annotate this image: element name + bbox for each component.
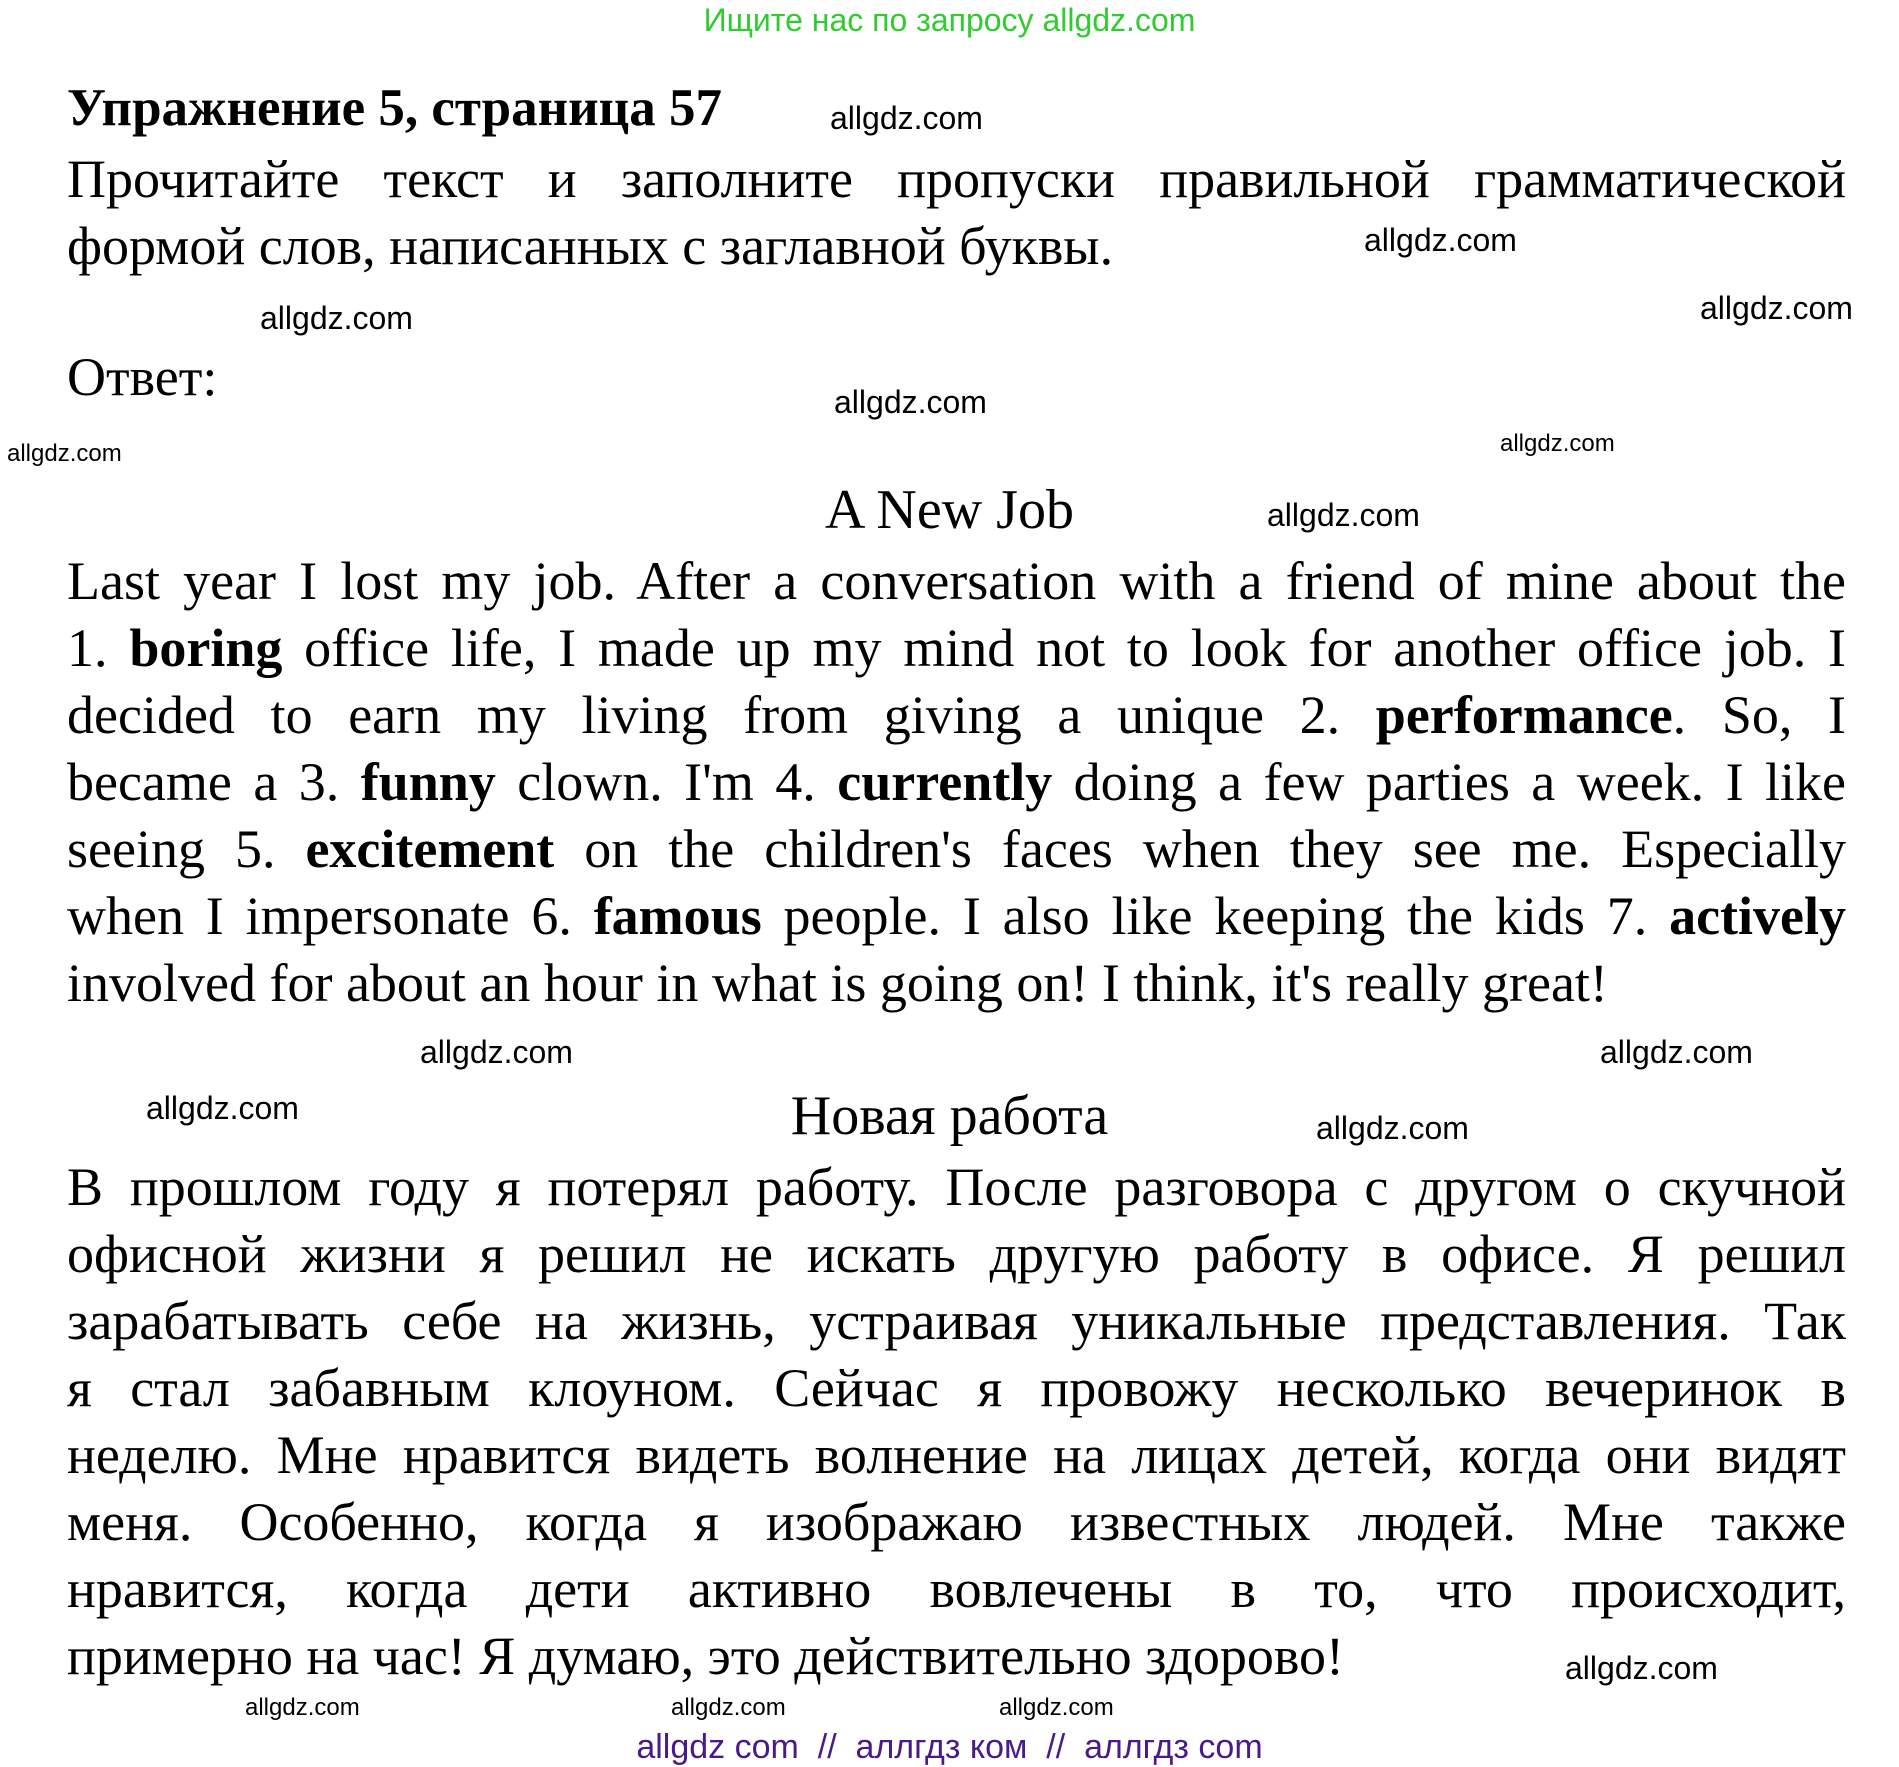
text-line <box>67 1154 1846 1221</box>
instruction-line: Прочитайте текст и заполните пропуски правильной грамматической <box>67 149 1846 209</box>
text-segment: Last year I lost my job. After a conversation with a friend of mine about the <box>67 551 1846 611</box>
exercise-title: Упражнение 5, страница 57 <box>67 79 722 137</box>
text-line <box>67 1288 1846 1355</box>
english-text <box>67 548 1846 1017</box>
text-segment: офисной жизни я решил не искать другую работу в офисе. Я решил <box>67 1224 1846 1284</box>
watermark: allgdz.com <box>999 1694 1114 1721</box>
text-line <box>67 1623 1344 1690</box>
watermark: allgdz.com <box>1267 497 1420 533</box>
text-line <box>67 682 1846 749</box>
watermark: allgdz.com <box>1600 1034 1753 1070</box>
answer-label: Ответ: <box>67 347 218 407</box>
watermark: allgdz.com <box>260 300 413 336</box>
instruction <box>67 146 1846 280</box>
answer-word: funny <box>360 752 496 812</box>
text-segment: 1. <box>67 618 130 678</box>
watermark: allgdz.com <box>1316 1110 1469 1146</box>
text-segment: нравится, когда дети активно вовлечены в то, что происходит, <box>67 1559 1846 1619</box>
search-banner[interactable]: Ищите нас по запросу allgdz.com <box>703 2 1196 38</box>
text-line <box>67 615 1846 682</box>
watermark: allgdz.com <box>7 440 122 467</box>
english-heading: A New Job <box>825 479 1074 541</box>
text-segment: примерно на час! Я думаю, это действительно здорово! <box>67 1626 1345 1686</box>
instruction-line: формой слов, написанных с заглавной буквы. <box>67 216 1114 276</box>
text-segment: decided to earn my living from giving a unique 2. <box>67 685 1376 745</box>
watermark: allgdz.com <box>834 384 987 420</box>
text-line <box>67 1221 1846 1288</box>
answer-word: actively <box>1669 886 1846 946</box>
text-segment: В прошлом году я потерял работу. После разговора с другом о скучной <box>67 1157 1846 1217</box>
russian-text <box>67 1154 1846 1690</box>
watermark: allgdz.com <box>420 1034 573 1070</box>
text-segment: when I impersonate 6. <box>67 886 594 946</box>
russian-heading: Новая работа <box>790 1085 1109 1147</box>
watermark: allgdz.com <box>830 100 983 136</box>
watermark: allgdz.com <box>1565 1650 1718 1686</box>
text-line <box>67 1422 1846 1489</box>
text-segment: on the children's faces when they see me. Especially <box>554 819 1847 879</box>
answer-word: currently <box>837 752 1053 812</box>
answer-word: excitement <box>305 819 555 879</box>
text-segment: неделю. Мне нравится видеть волнение на лицах детей, когда они видят <box>67 1425 1846 1485</box>
text-line <box>67 1556 1846 1623</box>
text-line <box>67 548 1846 615</box>
answer-word: famous <box>593 886 762 946</box>
watermark: allgdz.com <box>146 1090 299 1126</box>
answer-word: performance <box>1375 685 1673 745</box>
text-line <box>67 883 1846 950</box>
text-segment: я стал забавным клоуном. Сейчас я провожу несколько вечеринок в <box>67 1358 1846 1418</box>
text-segment: became a 3. <box>67 752 361 812</box>
watermark: allgdz.com <box>1700 290 1853 326</box>
text-segment: меня. Особенно, когда я изображаю известных людей. Мне также <box>67 1492 1846 1552</box>
text-line <box>67 1489 1846 1556</box>
text-line <box>67 816 1846 883</box>
text-line <box>67 749 1846 816</box>
text-segment: people. I also like keeping the kids 7. <box>761 886 1670 946</box>
text-segment: office life, I made up my mind not to look for another office job. I <box>282 618 1847 678</box>
text-segment: involved for about an hour in what is going on! I think, it's really great! <box>67 953 1608 1013</box>
text-segment: seeing 5. <box>67 819 306 879</box>
watermark: allgdz.com <box>671 1694 786 1721</box>
text-segment: doing a few parties a week. I like <box>1052 752 1847 812</box>
watermark: allgdz.com <box>1364 222 1517 258</box>
text-segment: clown. I'm 4. <box>495 752 838 812</box>
text-line <box>67 1355 1846 1422</box>
watermark: allgdz.com <box>1500 430 1615 457</box>
text-segment: зарабатывать себе на жизнь, устраивая уникальные представления. Так <box>67 1291 1846 1351</box>
answer-word: boring <box>129 618 283 678</box>
watermark: allgdz.com <box>245 1694 360 1721</box>
text-segment: . So, I <box>1672 685 1846 745</box>
footer-links[interactable]: allgdz com // аллгдз ком // аллгдз com <box>636 1728 1263 1766</box>
text-line <box>67 950 1608 1017</box>
